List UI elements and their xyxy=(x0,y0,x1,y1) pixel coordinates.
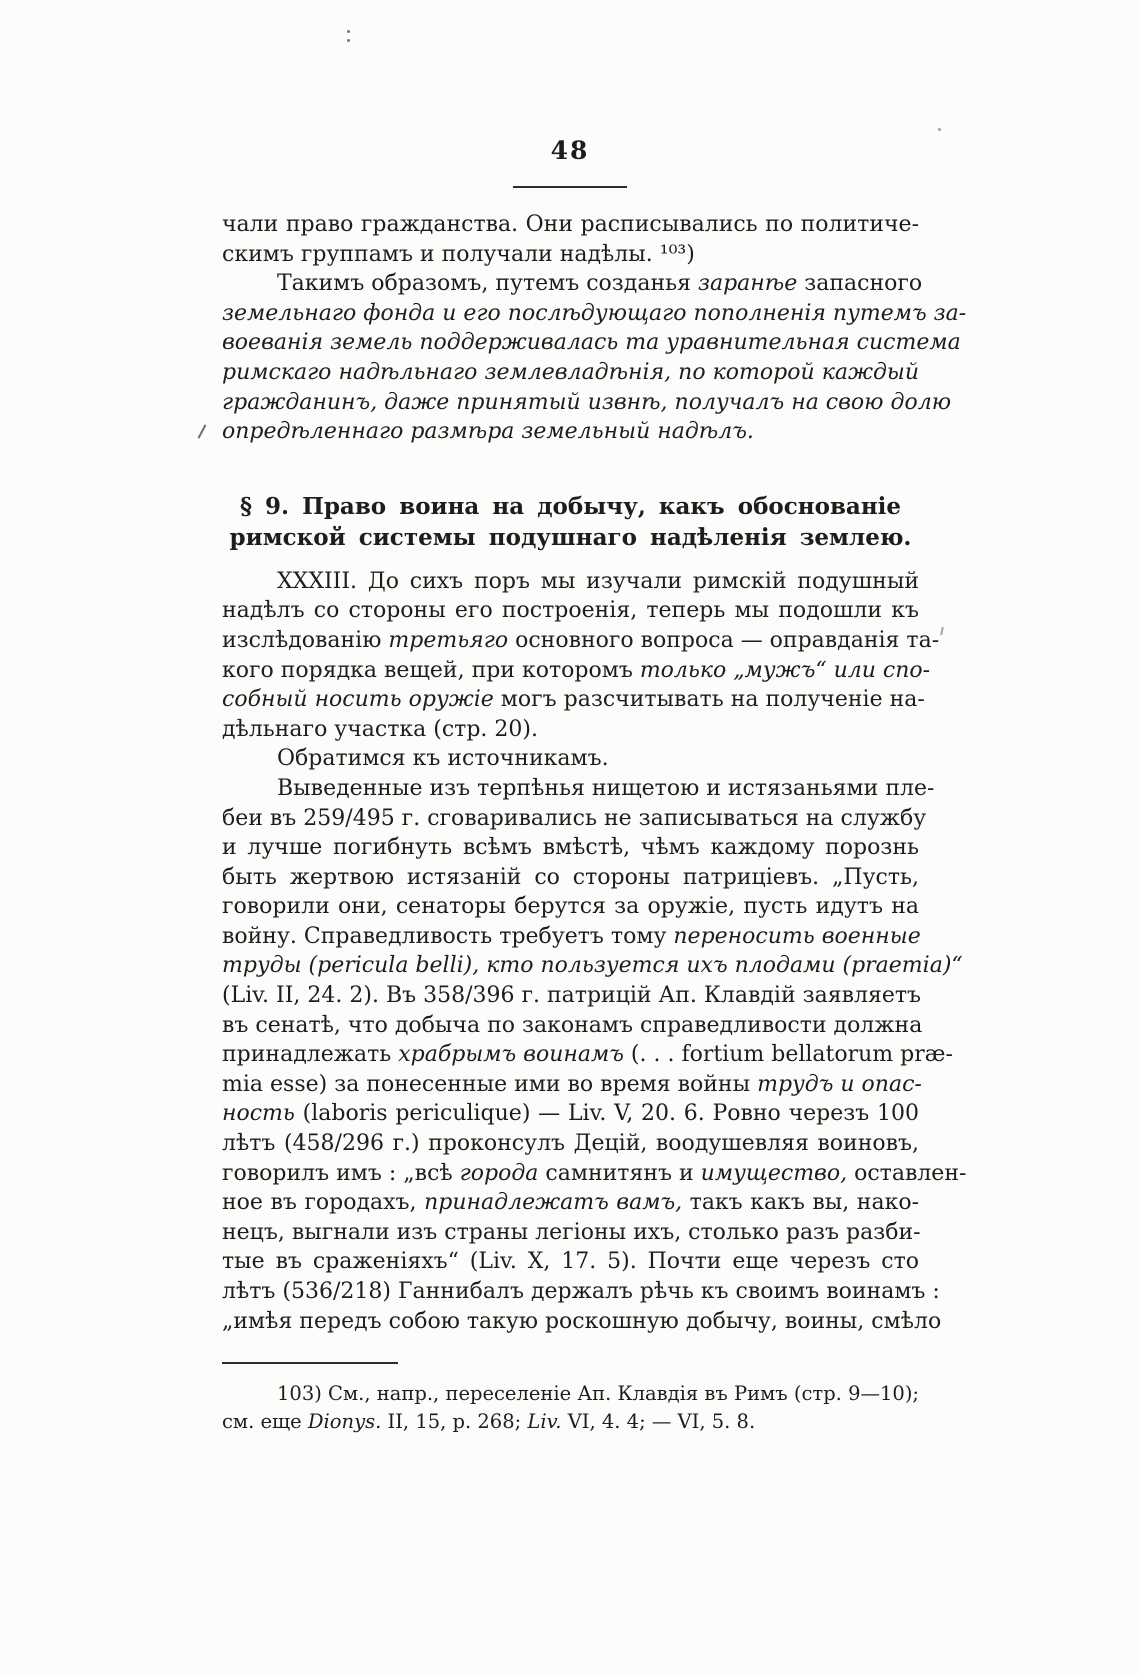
text-line: (Liv. II, 24. 2). Въ 358/396 г. патрицій Ап. Клавдій заявляетъ xyxy=(222,983,922,1009)
scan-artifact xyxy=(198,424,207,438)
text-column xyxy=(222,210,967,1435)
text-line: лѣтъ (536/218) Ганнибалъ держалъ рѣчь къ своимъ воинамъ : xyxy=(222,1279,940,1304)
text-line: изслѣдованію третьяго основного вопроса — оправданія та- xyxy=(222,627,940,653)
text-line: чали право гражданства. Они расписывались по политиче- xyxy=(222,212,919,237)
text-line: говорили они, сенаторы берутся за оружіе, пусть идутъ на xyxy=(222,894,919,920)
text-line: нецъ, выгнали изъ страны легіоны ихъ, столько разъ разби- xyxy=(222,1219,921,1245)
text-line: Обратимся къ источникамъ. xyxy=(277,746,609,772)
paragraph xyxy=(222,210,919,269)
footnote-rule xyxy=(222,1362,398,1364)
text-line: скимъ группамъ и получали надѣлы. ¹⁰³) xyxy=(222,241,695,267)
section-heading xyxy=(222,491,919,553)
text-line: гражданинъ, даже принятый извнѣ, получалъ на свою долю xyxy=(222,389,952,415)
text-line: говорилъ имъ : „всѣ города самнитянъ и имущество, оставлен- xyxy=(222,1160,967,1186)
text-line: воеванія земель поддерживалась та уравнительная система xyxy=(222,330,961,356)
text-line: римскаго надѣльнаго землевладѣнія, по которой каждый xyxy=(222,359,919,385)
footnote xyxy=(222,1380,919,1435)
text-line: земельнаго фонда и его послѣдующаго пополненія путемъ за- xyxy=(222,300,967,326)
text-line: ное въ городахъ, принадлежатъ вамъ, такъ какъ вы, нако- xyxy=(222,1190,920,1216)
text-line: mia esse) за понесенные ими во время войны трудъ и опас- xyxy=(222,1071,922,1097)
text-line: лѣтъ (458/296 г.) проконсулъ Децій, воодушевляя воиновъ, xyxy=(222,1131,919,1157)
text-line: въ сенатѣ, что добыча по законамъ справедливости должна xyxy=(222,1012,923,1038)
paragraph xyxy=(222,744,919,774)
scan-artifact xyxy=(940,627,944,635)
text-line: быть жертвою истязаній со стороны патриціевъ. „Пусть, xyxy=(222,864,919,890)
text-line: кого порядка вещей, при которомъ только „мужъ“ или спо- xyxy=(222,657,931,683)
paragraph xyxy=(222,774,967,1336)
text-line: собный носить оружіе могъ разсчитывать на полученіе на- xyxy=(222,687,925,713)
text-line: и лучше погибнуть всѣмъ вмѣстѣ, чѣмъ каждому порознь xyxy=(222,835,919,861)
text-line: ность (laboris periculique) — Liv. V, 20. 6. Ровно черезъ 100 xyxy=(222,1101,919,1127)
text-line: опредѣленнаго размѣра земельный надѣлъ. xyxy=(222,419,754,445)
text-line: беи въ 259/495 г. сговаривались не записываться на службу xyxy=(222,805,927,831)
scan-artifact xyxy=(347,30,350,33)
text-line: 103) См., напр., переселеніе Ап. Клавдія въ Римъ (стр. 9—10); xyxy=(277,1382,919,1406)
text-line: войну. Справедливость требуетъ тому переносить военные xyxy=(222,923,921,949)
page-number-rule xyxy=(513,186,627,188)
text-line: надѣлъ со стороны его построенія, теперь мы подошли къ xyxy=(222,598,919,624)
text-line: § 9. Право воина на добычу, какъ обоснованіе xyxy=(239,492,902,520)
text-line: „имѣя передъ собою такую роскошную добычу, воины, смѣло xyxy=(222,1308,942,1334)
text-line: см. еще Dionys. II, 15, p. 268; Liv. VI, 4. 4; — VI, 5. 8. xyxy=(222,1409,756,1433)
text-line: Выведенные изъ терпѣнья нищетою и истязаньями пле- xyxy=(277,775,935,801)
text-line: тые въ сраженіяхъ“ (Liv. X, 17. 5). Почти еще черезъ сто xyxy=(222,1249,919,1275)
page-number: 48 xyxy=(550,136,590,165)
text-line: римской системы подушнаго надѣленія землею. xyxy=(229,523,912,551)
paragraph xyxy=(222,567,940,745)
paragraph xyxy=(222,269,967,447)
text-line: Такимъ образомъ, путемъ созданья заранѣе запасного xyxy=(277,271,923,297)
text-line: труды (pericula belli), кто пользуется ихъ плодами (praemia)“ xyxy=(222,953,963,979)
text-line: XXXIII. До сихъ поръ мы изучали римскій подушный xyxy=(277,568,919,594)
body-paragraphs xyxy=(222,210,967,1336)
text-line: принадлежать храбрымъ воинамъ (. . . fortium bellatorum præ- xyxy=(222,1042,953,1068)
text-line: дѣльнаго участка (стр. 20). xyxy=(222,716,538,742)
scan-artifact xyxy=(938,128,941,131)
